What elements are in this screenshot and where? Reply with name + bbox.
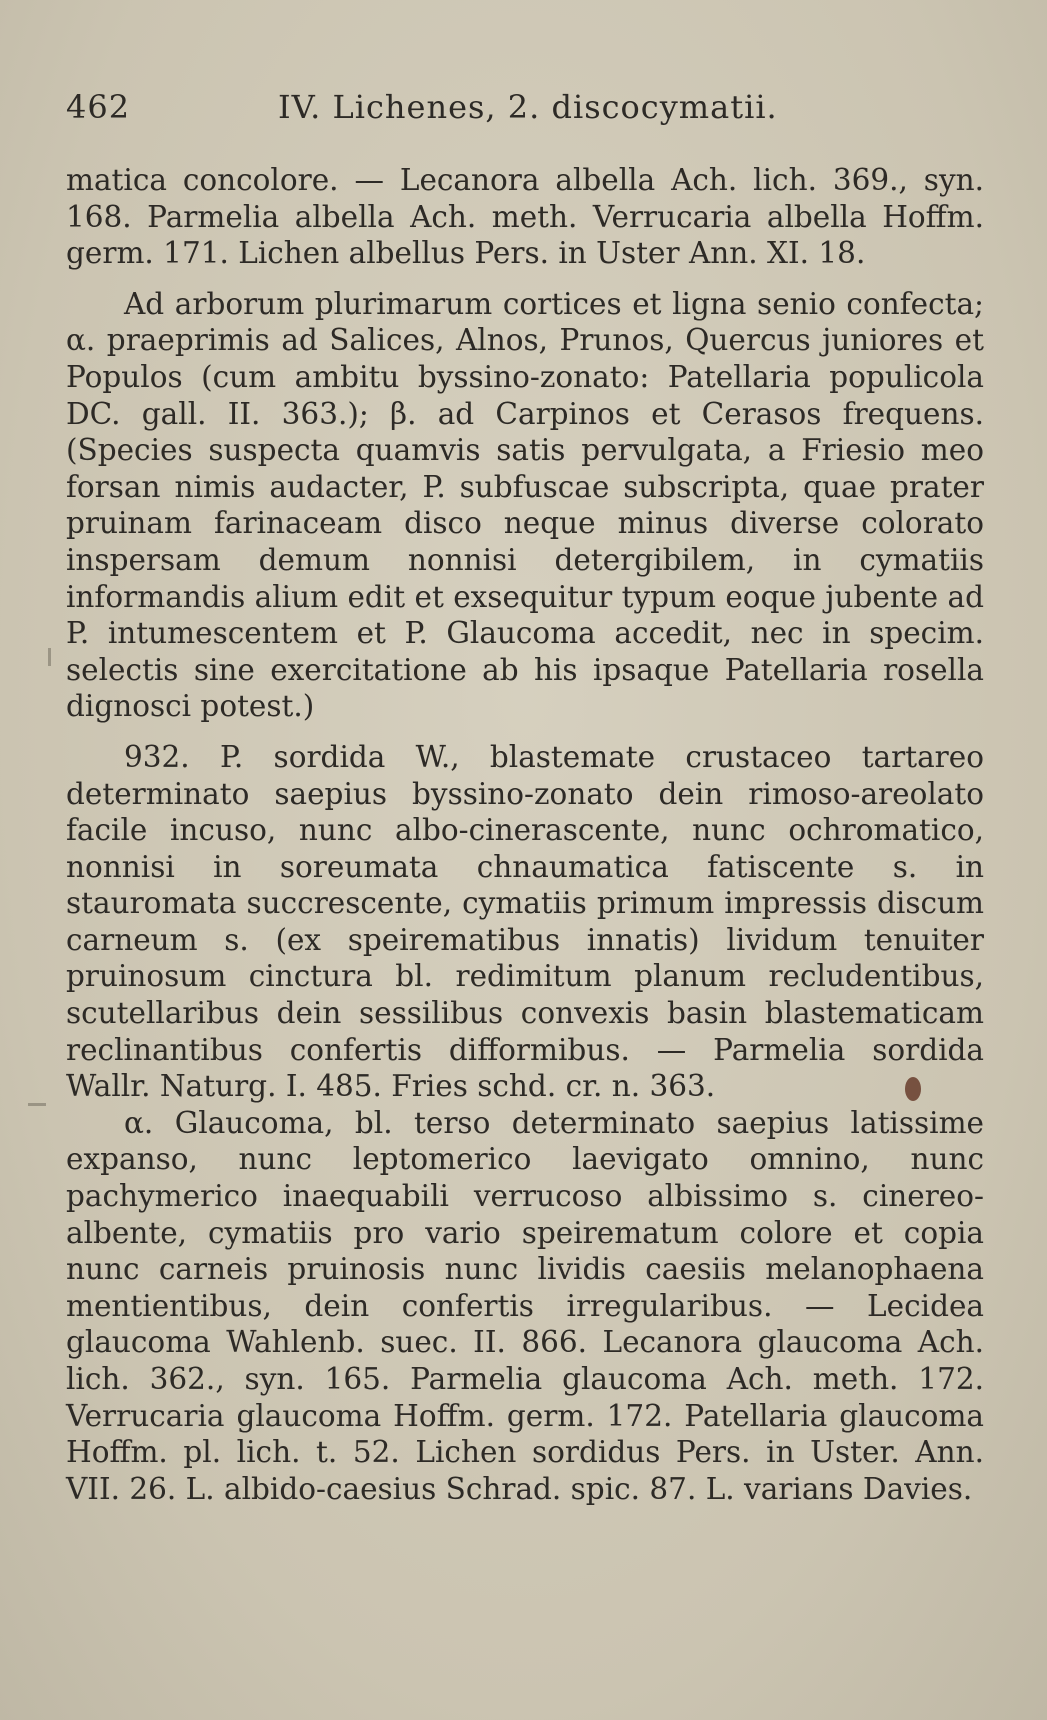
running-title: IV. Lichenes, 2. discocymatii. bbox=[278, 88, 778, 126]
paragraph-variety-glaucoma: α. Glaucoma, bl. terso determinato saepius latissime expanso, nunc leptomerico laevigato omnino, nunc pachymerico inaequabili verrucoso albissimo s. cinereo-albente, cymatiis pro vario speirematum colore et copia nunc carneis pruinosis nunc lividis caesiis melanophaena mentientibus, dein confertis irregularibus. — Lecidea glaucoma Wahlenb. suec. II. 866. Lecanora glaucoma Ach. lich. 362., syn. 165. Parmelia glaucoma Ach. meth. 172. Verrucaria glaucoma Hoffm. germ. 172. Patellaria glaucoma Hoffm. pl. lich. t. 52. Lichen sordidus Pers. in Uster. Ann. VII. 26. L. albido-caesius Schrad. spic. 87. L. varians Davies. bbox=[66, 1105, 984, 1506]
margin-mark bbox=[28, 1103, 46, 1106]
page-number: 462 bbox=[66, 88, 131, 126]
ink-stain bbox=[905, 1077, 921, 1101]
margin-mark bbox=[48, 648, 51, 666]
paragraph-habitat: Ad arborum plurimarum cortices et ligna senio confecta; α. praeprimis ad Salices, Alnos, Prunos, Quercus juniores et Populos (cum ambitu byssino-zonato: Patellaria populicola DC. gall. II. 363.); β. ad Carpinos et Cerasos frequens. (Species suspecta quamvis satis pervulgata, a Friesio meo forsan nimis audacter, P. subfuscae subscripta, quae prater pruinam farinaceam disco neque minus diverse colorato inspersam demum nonnisi detergibilem, in cymatiis informandis alium edit et exsequitur typum eoque jubente ad P. intumescentem et P. Glaucoma accedit, nec in specim. selectis sine exercitatione ab his ipsaque Patellaria rosella dignosci potest.) bbox=[66, 286, 984, 724]
paragraph-continuation: matica concolore. — Lecanora albella Ach. lich. 369., syn. 168. Parmelia albella Ach. meth. Verrucaria albella Hoffm. germ. 171. Lichen albellus Pers. in Uster Ann. XI. 18. bbox=[66, 163, 984, 271]
paragraph-species-932: 932. P. sordida W., blastemate crustaceo tartareo determinato saepius byssino-zonato dein rimoso-areolato facile incuso, nunc albo-cinerascente, nunc ochromatico, nonnisi in soreumata chnaumatica fatiscente s. in stauromata succrescente, cymatiis primum impressis discum carneum s. (ex speirematibus innatis) lividum tenuiter pruinosum cinctura bl. redimitum planum recludentibus, scutellaribus dein sessilibus convexis basin blastematicam reclinantibus confertis difformibus. — Parmelia sordida Wallr. Naturg. I. 485. Fries schd. cr. n. 363. bbox=[66, 739, 984, 1104]
body-text bbox=[66, 162, 984, 1507]
page-header bbox=[66, 88, 986, 132]
